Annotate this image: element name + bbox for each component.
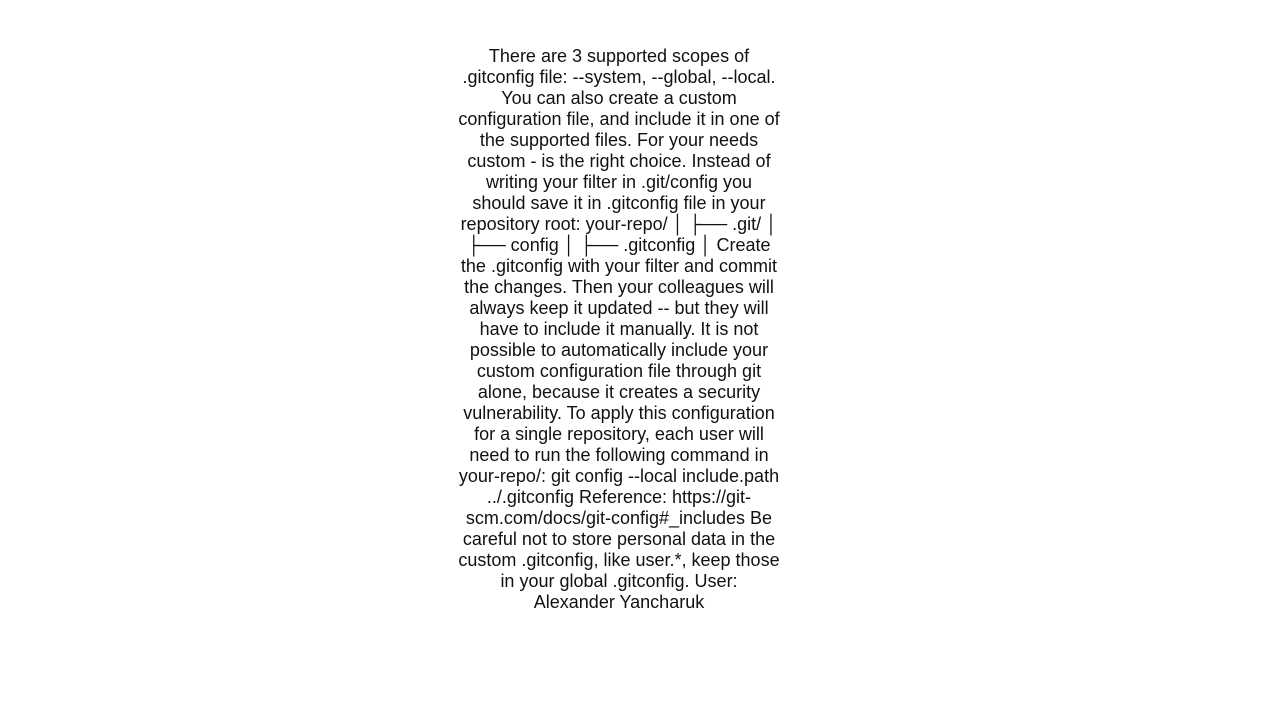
answer-text: There are 3 supported scopes of .gitconfig file: --system, --global, --local. You can also create a custom configuration file, and include it in one of the supported files. For your needs custom - is the right choice. Instead of writing your filter in .git/config you should save it in .gitconfig file in your repository root: your-repo/ │ ├── .git/ │ ├── config │ ├── .gitconfig │ Create the .gitconfig with your filter and commit the changes. Then your colleagues will always keep it updated -- but they will have to include it manually. It is not possible to automatically include your custom configuration file through git alone, because it creates a security vulnerability. To apply this configuration for a single repository, each user will need to run the following command in your-repo/: git config --local include.path ../.gitconfig Reference: https://git-scm.com/docs/git-config#_includes Be careful not to store personal data in the custom .gitconfig, like user.*, keep those in your global .gitconfig. User: Alexander Yancharuk <box>458 46 780 612</box>
